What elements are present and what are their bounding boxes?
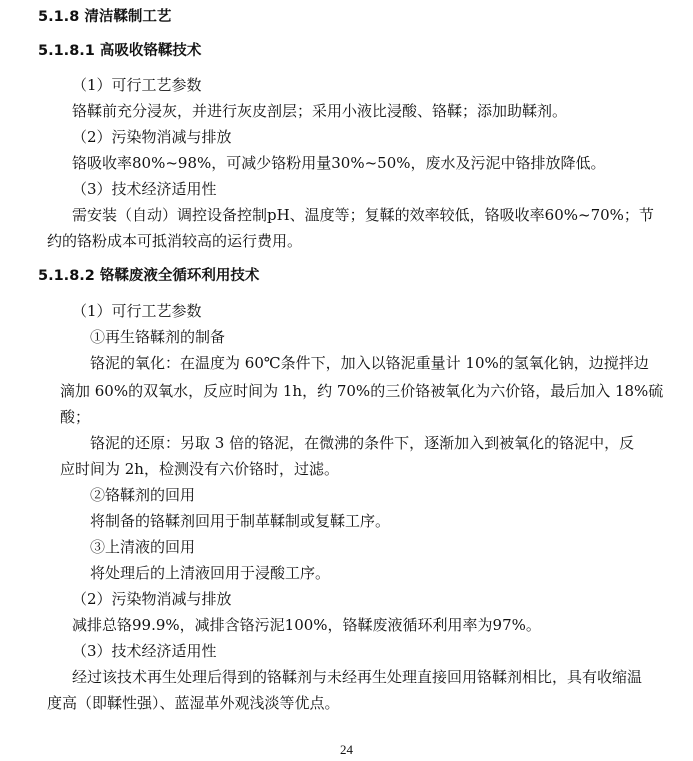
s2-sub3-text-line2: 度高（即鞣性强）、蓝湿革外观浅淡等优点。 (47, 694, 340, 712)
s2-sub1-heading: （1）可行工艺参数 (72, 302, 202, 320)
s2-sub2-heading: （2）污染物消减与排放 (72, 590, 232, 608)
reduction-line1: 铬泥的还原：另取 3 倍的铬泥，在微沸的条件下，逐渐加入到被氧化的铬泥中，反 (90, 434, 635, 452)
s1-sub1-text: 铬鞣前充分浸灰，并进行灰皮剖层；采用小液比浸酸、铬鞣；添加助鞣剂。 (72, 102, 568, 120)
section-5-1-8-1-title: 5.1.8.1 高吸收铬鞣技术 (38, 43, 202, 59)
reduction-line2: 应时间为 2h，检测没有六价铬时，过滤。 (60, 460, 339, 478)
s2-sub3-text-line1: 经过该技术再生处理后得到的铬鞣剂与未经再生处理直接回用铬鞣剂相比，具有收缩温 (72, 668, 643, 686)
s1-sub2-heading: （2）污染物消减与排放 (72, 128, 232, 146)
s1-sub3-text-line1: 需安装（自动）调控设备控制pH、温度等；复鞣的效率较低，铬吸收率60%~70%；节 (72, 206, 654, 224)
s2-item2-text: 将制备的铬鞣剂回用于制革鞣制或复鞣工序。 (90, 512, 391, 530)
oxidation-line2: 滴加 60%的双氧水，反应时间为 1h，约 70%的三价铬被氧化为六价铬，最后加入 18%硫 (60, 382, 664, 400)
s1-sub3-text-line2: 约的铬粉成本可抵消较高的运行费用。 (47, 232, 303, 250)
s2-item3-heading: ③上清液的回用 (90, 538, 196, 556)
s1-sub3-heading: （3）技术经济适用性 (72, 180, 217, 198)
page-number: 24 (340, 742, 353, 757)
section-5-1-8-2-title: 5.1.8.2 铬鞣废液全循环利用技术 (38, 268, 260, 284)
s2-sub2-text: 减排总铬99.9%，减排含铬污泥100%，铬鞣废液循环利用率为97%。 (72, 616, 541, 634)
s2-item1-heading: ①再生铬鞣剂的制备 (90, 328, 226, 346)
s1-sub1-heading: （1）可行工艺参数 (72, 76, 202, 94)
s2-item3-text: 将处理后的上清液回用于浸酸工序。 (90, 564, 331, 582)
s2-item2-heading: ②铬鞣剂的回用 (90, 486, 196, 504)
s2-sub3-heading: （3）技术经济适用性 (72, 642, 217, 660)
oxidation-line3: 酸； (60, 408, 91, 426)
section-5-1-8-title: 5.1.8 清洁鞣制工艺 (38, 9, 172, 25)
oxidation-line1: 铬泥的氧化：在温度为 60℃条件下，加入以铬泥重量计 10%的氢氧化钠，边搅拌边 (90, 354, 649, 372)
s1-sub2-text: 铬吸收率80%~98%，可减少铬粉用量30%~50%，废水及污泥中铬排放降低。 (72, 154, 606, 172)
